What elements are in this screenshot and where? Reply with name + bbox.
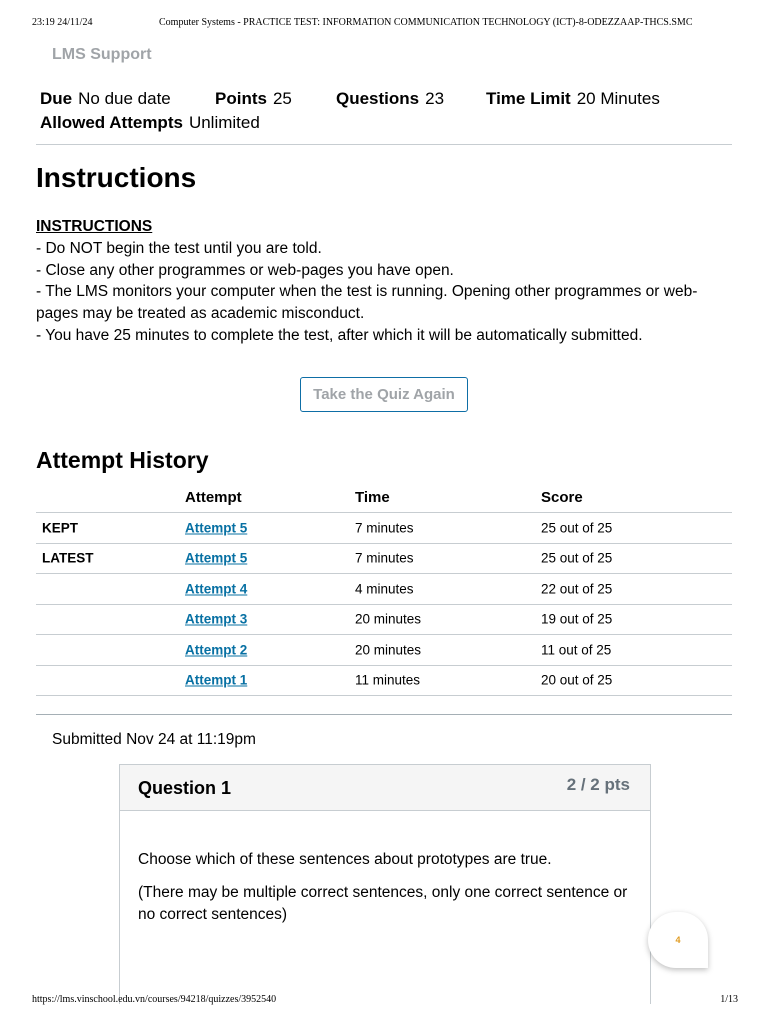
- attempt-time: 20 minutes: [355, 642, 422, 658]
- meta-time-limit: [486, 89, 660, 109]
- submitted-timestamp: Submitted Nov 24 at 11:19pm: [52, 731, 256, 748]
- attempt-score: 22 out of 25: [541, 581, 613, 597]
- column-header-attempt: Attempt: [185, 489, 242, 506]
- question-note: (There may be multiple correct sentences, only one correct sentence or no correct sentences): [138, 884, 628, 923]
- meta-points: [215, 89, 292, 109]
- attempt-score: 25 out of 25: [541, 520, 613, 536]
- table-row: [36, 635, 732, 666]
- question-card: [119, 764, 651, 1004]
- instruction-line: - The LMS monitors your computer when the test is running. Opening other programmes or web-pages may be treated as academic misconduct.: [36, 283, 698, 323]
- attempt-link[interactable]: Attempt 5: [185, 550, 248, 566]
- meta-questions: [336, 89, 444, 109]
- attempt-link[interactable]: Attempt 5: [185, 520, 248, 536]
- meta-time-limit-label: Time Limit: [486, 89, 571, 108]
- table-row: [36, 605, 732, 636]
- attempt-score: 20 out of 25: [541, 672, 613, 688]
- lms-support-link[interactable]: LMS Support: [52, 46, 152, 63]
- meta-due-value: No due date: [78, 89, 171, 108]
- meta-questions-label: Questions: [336, 89, 420, 108]
- attempt-flag: LATEST: [42, 550, 94, 566]
- meta-time-limit-value: 20 Minutes: [576, 89, 660, 108]
- print-header: [32, 17, 738, 31]
- column-header-time: Time: [355, 489, 390, 506]
- question-points: 2 / 2 pts: [566, 775, 630, 794]
- question-text: [138, 849, 634, 937]
- attempt-link[interactable]: Attempt 1: [185, 672, 248, 688]
- print-doc-title: Computer Systems - PRACTICE TEST: INFORMATION COMMUNICATION TECHNOLOGY (ICT)-8-ODEZZAAP-THCS.SMC: [159, 17, 693, 28]
- attempt-link[interactable]: Attempt 4: [185, 581, 248, 597]
- table-row: [36, 666, 732, 697]
- meta-points-label: Points: [215, 89, 267, 108]
- question-prompt: Choose which of these sentences about prototypes are true.: [138, 851, 552, 868]
- instruction-line: - Do NOT begin the test until you are told.: [36, 239, 322, 257]
- table-row: [36, 574, 732, 605]
- print-page-count: 1/13: [720, 994, 738, 1005]
- meta-allowed-attempts-value: Unlimited: [188, 113, 260, 132]
- meta-questions-value: 23: [425, 89, 445, 108]
- instruction-line: - You have 25 minutes to complete the test, after which it will be automatically submitted.: [36, 326, 643, 344]
- meta-allowed-attempts: [40, 113, 260, 133]
- attempt-history-heading: Attempt History: [36, 447, 209, 473]
- table-row: [36, 513, 732, 544]
- attempt-time: 7 minutes: [355, 550, 414, 566]
- table-row: [36, 544, 732, 575]
- table-header-row: [36, 482, 732, 513]
- instructions-caption: INSTRUCTIONS: [36, 218, 153, 235]
- meta-due-label: Due: [40, 89, 73, 108]
- meta-points-value: 25: [272, 89, 292, 108]
- chat-widget-button[interactable]: [648, 912, 708, 968]
- divider: [36, 144, 732, 145]
- column-header-score: Score: [541, 489, 583, 506]
- attempt-time: 11 minutes: [355, 672, 421, 688]
- meta-due: [40, 89, 171, 109]
- print-date: 23:19 24/11/24: [32, 17, 93, 28]
- attempt-link[interactable]: Attempt 3: [185, 611, 248, 627]
- divider: [36, 714, 732, 715]
- instructions-body: [36, 216, 716, 347]
- instructions-heading: Instructions: [36, 162, 197, 193]
- attempt-score: 11 out of 25: [541, 642, 612, 658]
- instruction-line: - Close any other programmes or web-pages you have open.: [36, 261, 454, 279]
- print-url: https://lms.vinschool.edu.vn/courses/94218/quizzes/3952540: [32, 994, 277, 1005]
- attempt-link[interactable]: Attempt 2: [185, 642, 248, 658]
- attempt-flag: KEPT: [42, 520, 79, 536]
- chat-bubble-icon: 4: [675, 935, 681, 945]
- attempt-time: 4 minutes: [355, 581, 414, 597]
- print-footer: [32, 994, 738, 1008]
- question-title: Question 1: [138, 778, 232, 798]
- attempt-score: 25 out of 25: [541, 550, 613, 566]
- meta-allowed-attempts-label: Allowed Attempts: [40, 113, 183, 132]
- attempt-time: 20 minutes: [355, 611, 422, 627]
- attempt-history-table: [36, 482, 732, 696]
- question-header: [120, 765, 650, 811]
- attempt-time: 7 minutes: [355, 520, 414, 536]
- take-quiz-again-button[interactable]: Take the Quiz Again: [300, 377, 468, 412]
- attempt-score: 19 out of 25: [541, 611, 613, 627]
